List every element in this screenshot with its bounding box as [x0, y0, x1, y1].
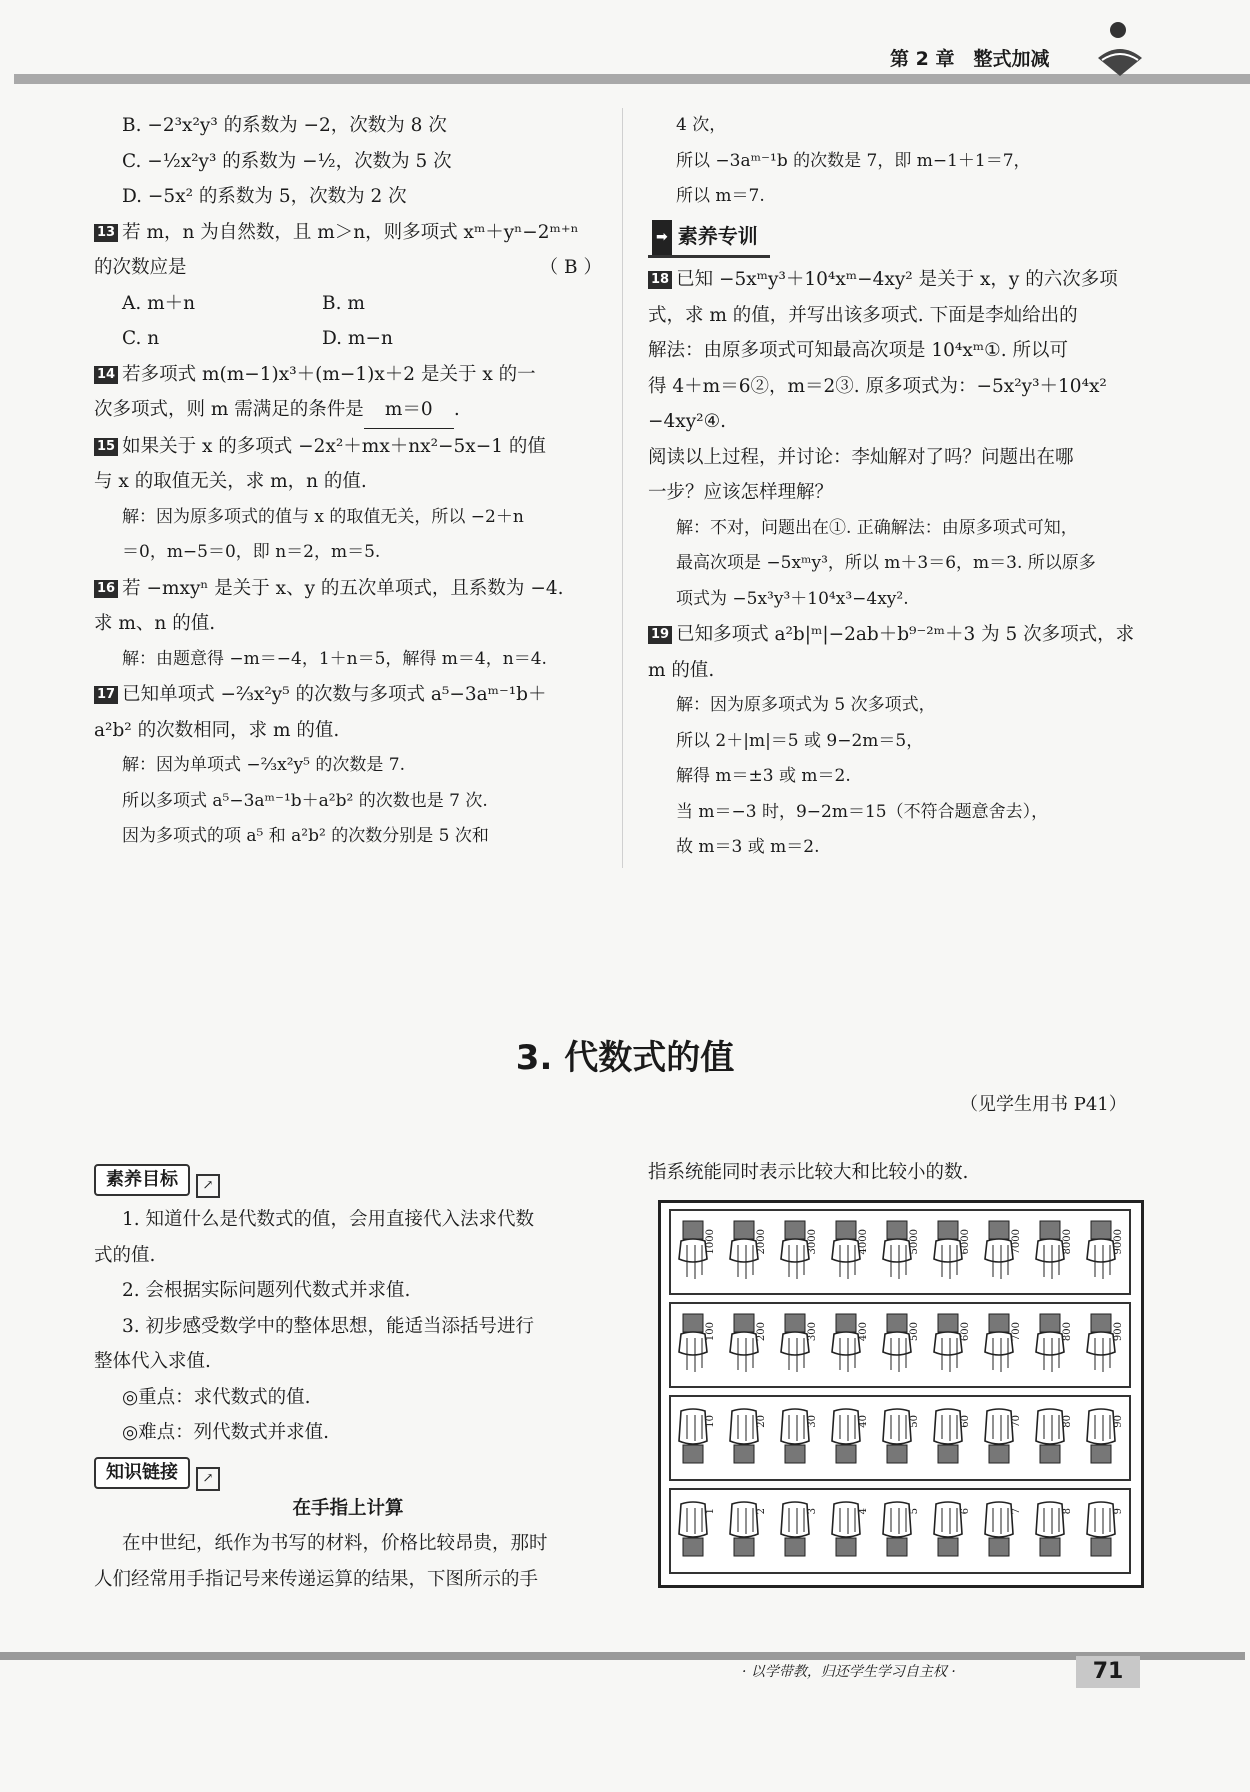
right-column	[648, 108, 1152, 866]
option: D. m−n	[322, 328, 393, 349]
option: C. n	[122, 328, 160, 349]
goal-item: 2. 会根据实际问题列代数式并求值.	[122, 1280, 411, 1301]
line-text: B. −2³x²y³ 的系数为 −2，次数为 8 次	[122, 115, 447, 136]
hand-value-label: 80	[1062, 1415, 1073, 1428]
hand-value-label: 7000	[1011, 1229, 1022, 1255]
line-text: 解：由题意得 −m＝−4，1＋n＝5，解得 m＝4，n＝4.	[122, 648, 547, 669]
hand-value-label: 7	[1011, 1508, 1022, 1515]
hand-value-label: 5000	[909, 1229, 920, 1255]
special-training-banner	[648, 219, 1152, 259]
text-line	[94, 464, 602, 500]
solution-line	[648, 724, 1152, 760]
line-text: 式，求 m 的值，并写出该多项式. 下面是李灿给出的	[648, 304, 1078, 326]
question-text: 已知多项式 a²b|ᵐ|−2ab＋b⁹⁻²ᵐ＋3 为 5 次多项式，求	[676, 624, 1135, 645]
hand-value-label: 50	[909, 1415, 920, 1428]
solution-line	[648, 582, 1152, 618]
text-line	[94, 606, 602, 642]
hand-value-label: 20	[756, 1415, 767, 1428]
line-text: 故 m＝3 或 m＝2.	[676, 837, 820, 857]
text-line	[648, 404, 1152, 440]
line-text: 解：因为单项式 −⅔x²y⁵ 的次数是 7.	[122, 755, 405, 775]
hand-value-label: 500	[909, 1322, 920, 1342]
goals-list	[94, 1202, 602, 1451]
line-text: 当 m＝−3 时，9−2m＝15（不符合题意舍去），	[676, 801, 1049, 822]
question-text: 已知单项式 −⅔x²y⁵ 的次数与多项式 a⁵−3aᵐ⁻¹b＋	[122, 684, 547, 705]
finger-row	[669, 1488, 1131, 1574]
line-text: 所以多项式 a⁵−3aᵐ⁻¹b＋a²b² 的次数也是 7 次.	[122, 790, 488, 811]
question-number: 16	[94, 580, 118, 598]
text-line	[94, 713, 602, 749]
line-text: 因为多项式的项 a⁵ 和 a²b² 的次数分别是 5 次和	[122, 826, 489, 846]
hand-value-label: 900	[1113, 1322, 1124, 1342]
hand-value-label: 70	[1011, 1415, 1022, 1428]
line-text: 所以 m＝7.	[676, 186, 765, 206]
knowledge-tag: 知识链接	[94, 1457, 190, 1489]
option: A. m＋n	[122, 292, 196, 314]
hand-value-label: 300	[807, 1322, 818, 1342]
question-number: 14	[94, 366, 118, 384]
hand-value-label: 4000	[858, 1229, 869, 1255]
line-text: 求 m、n 的值.	[94, 613, 216, 634]
line-text: D. −5x² 的系数为 5，次数为 2 次	[122, 186, 407, 207]
question-number: 17	[94, 686, 118, 704]
header-bar	[14, 74, 1250, 84]
goal-item: 整体代入求值.	[94, 1351, 211, 1372]
solution-line	[648, 108, 1152, 144]
text-line	[648, 369, 1152, 405]
goals-tag: 素养目标	[94, 1164, 190, 1196]
question-number: 18	[648, 271, 672, 289]
solution-line	[648, 830, 1152, 866]
text-line	[648, 653, 1152, 689]
hand-value-label: 800	[1062, 1322, 1073, 1342]
line-text: 的次数应是	[94, 257, 187, 278]
line-text: 解得 m＝±3 或 m＝2.	[676, 766, 851, 786]
line-text: 所以 −3aᵐ⁻¹b 的次数是 7，即 m−1＋1＝7，	[676, 150, 1031, 171]
solution-line	[648, 546, 1152, 582]
hand-value-label: 3	[807, 1508, 818, 1515]
line-text: 一步？应该怎样理解？	[648, 482, 834, 503]
solution-line	[648, 144, 1152, 180]
line-text: a²b² 的次数相同，求 m 的值.	[94, 719, 340, 741]
section-title: 3. 代数式的值	[515, 1038, 735, 1078]
question-text: 若多项式 m(m−1)x³＋(m−1)x＋2 是关于 x 的一	[122, 363, 536, 385]
question-text: 若 −mxyⁿ 是关于 x、y 的五次单项式，且系数为 −4.	[122, 577, 564, 599]
page-number: 71	[1076, 1656, 1140, 1688]
question-line	[94, 677, 602, 713]
text-line	[648, 475, 1152, 511]
hand-value-label: 100	[705, 1322, 716, 1342]
line-text: 所以 2＋|m|＝5 或 9−2m＝5，	[676, 730, 924, 751]
arrow-icon: ➡	[652, 220, 672, 256]
hand-value-label: 600	[960, 1322, 971, 1342]
hand-value-label: 10	[705, 1415, 716, 1428]
column-divider	[622, 108, 623, 868]
options-row	[94, 286, 602, 322]
text-line	[94, 108, 602, 144]
left-column	[94, 108, 602, 855]
answer-choice: （ B ）	[539, 257, 602, 278]
line-text: 解：因为原多项式的值与 x 的取值无关，所以 −2＋n	[122, 506, 524, 527]
hand-value-label: 6	[960, 1508, 971, 1515]
goal-item: ◎难点：列代数式并求值.	[122, 1422, 330, 1443]
options-row	[94, 321, 602, 357]
line-text: C. −½x²y³ 的系数为 −½，次数为 5 次	[122, 150, 452, 172]
hand-value-label: 5	[909, 1508, 920, 1515]
hand-value-label: 2000	[756, 1229, 767, 1255]
hand-value-label: 60	[960, 1415, 971, 1428]
question-line	[94, 429, 602, 465]
solution-line	[94, 500, 602, 536]
text-line	[648, 333, 1152, 369]
text-line	[94, 250, 602, 286]
line-text: 与 x 的取值无关，求 m，n 的值.	[94, 471, 367, 492]
option: B. m	[322, 292, 365, 314]
hand-value-label: 90	[1113, 1415, 1124, 1428]
footer-motto: · 以学带教，归还学生学习自主权 ·	[742, 1664, 956, 1680]
line-text: 解：因为原多项式为 5 次多项式，	[676, 695, 936, 715]
hand-value-label: 9	[1113, 1508, 1124, 1515]
hand-value-label: 3000	[807, 1229, 818, 1255]
line-text: m 的值.	[648, 659, 715, 681]
arrow-icon: ↗	[196, 1467, 220, 1491]
hand-value-label: 4	[858, 1508, 869, 1515]
finger-row	[669, 1395, 1131, 1481]
solution-line	[648, 688, 1152, 724]
solution-line	[94, 748, 602, 784]
solution-line	[648, 759, 1152, 795]
text-line	[648, 298, 1152, 334]
solution-line	[94, 535, 602, 571]
goal-item: ◎重点：求代数式的值.	[122, 1386, 311, 1408]
hand-value-label: 6000	[960, 1229, 971, 1255]
hand-value-label: 9000	[1113, 1229, 1124, 1255]
fill-blank-line	[94, 392, 602, 429]
knowledge-continuation: 指系统能同时表示比较大和比较小的数.	[648, 1162, 969, 1183]
question-line	[94, 571, 602, 607]
hand-value-label: 400	[858, 1322, 869, 1342]
hand-value-label: 30	[807, 1415, 818, 1428]
hand-value-label: 1000	[705, 1229, 716, 1255]
line-text: 解：不对，问题出在①. 正确解法：由原多项式可知，	[676, 517, 1078, 538]
line-text: ＝0，m−5＝0，即 n＝2，m＝5.	[122, 542, 381, 562]
knowledge-line: 在中世纪，纸作为书写的材料，价格比较昂贵，那时	[122, 1533, 548, 1554]
reader-logo-icon	[1092, 18, 1148, 78]
text-line	[648, 440, 1152, 476]
arrow-icon: ↗	[196, 1174, 220, 1198]
hand-value-label: 700	[1011, 1322, 1022, 1342]
finger-row	[669, 1209, 1131, 1295]
question-number: 15	[94, 438, 118, 456]
solution-line	[648, 795, 1152, 831]
finger-counting-figure	[658, 1200, 1144, 1588]
hand-value-label: 200	[756, 1322, 767, 1342]
question-text: 次多项式，则 m 需满足的条件是	[94, 399, 364, 420]
hand-value-label: 1	[705, 1508, 716, 1515]
line-text: 最高次项是 −5xᵐy³，所以 m＋3＝6，m＝3. 所以原多	[676, 553, 1096, 573]
question-text: 已知 −5xᵐy³＋10⁴xᵐ−4xy² 是关于 x，y 的六次多项	[676, 269, 1118, 290]
goal-item: 式的值.	[94, 1244, 156, 1266]
finger-row	[669, 1302, 1131, 1388]
question-number: 13	[94, 224, 118, 242]
line-text: 阅读以上过程，并讨论：李灿解对了吗？问题出在哪	[648, 446, 1074, 468]
knowledge-subtitle: 在手指上计算	[292, 1497, 404, 1519]
solution-line	[648, 179, 1152, 215]
punctuation: .	[453, 399, 460, 420]
chapter-title: 第 2 章 整式加减	[890, 48, 1050, 70]
question-line	[648, 617, 1152, 653]
answer-blank: m＝0	[364, 392, 454, 429]
goals-block	[94, 1162, 602, 1597]
hand-value-label: 40	[858, 1415, 869, 1428]
solution-line	[94, 642, 602, 678]
banner-label	[648, 219, 770, 259]
text-line	[94, 144, 602, 180]
hand-value-label: 2	[756, 1508, 767, 1515]
knowledge-line: 人们经常用手指记号来传递运算的结果，下图所示的手	[94, 1568, 539, 1590]
line-text: 解法：由原多项式可知最高次项是 10⁴xᵐ①. 所以可	[648, 340, 1068, 361]
section-reference: （见学生用书 P41）	[960, 1094, 1127, 1115]
line-text: 4 次，	[676, 115, 727, 135]
footer-bar	[0, 1652, 1245, 1660]
goal-item: 1. 知道什么是代数式的值，会用直接代入法求代数	[122, 1209, 535, 1230]
line-text: 得 4＋m＝6②，m＝2③. 原多项式为：−5x²y³＋10⁴x²	[648, 375, 1107, 397]
solution-line	[94, 819, 602, 855]
line-text: 项式为 −5x³y³＋10⁴x³−4xy².	[676, 588, 909, 609]
hand-value-label: 8000	[1062, 1229, 1073, 1255]
solution-line	[648, 511, 1152, 547]
question-text: 如果关于 x 的多项式 −2x²＋mx＋nx²−5x−1 的值	[122, 435, 546, 457]
goal-item: 3. 初步感受数学中的整体思想，能适当添括号进行	[122, 1315, 535, 1337]
text-line	[94, 179, 602, 215]
line-text: −4xy²④.	[648, 411, 727, 432]
hand-value-label: 8	[1062, 1508, 1073, 1515]
question-text: 若 m，n 为自然数，且 m＞n，则多项式 xᵐ＋yⁿ−2ᵐ⁺ⁿ	[122, 221, 579, 243]
banner-text: 素养专训	[677, 223, 758, 248]
question-line	[94, 215, 602, 251]
question-line	[648, 262, 1152, 298]
question-number: 19	[648, 626, 672, 644]
solution-line	[94, 784, 602, 820]
question-line	[94, 357, 602, 393]
